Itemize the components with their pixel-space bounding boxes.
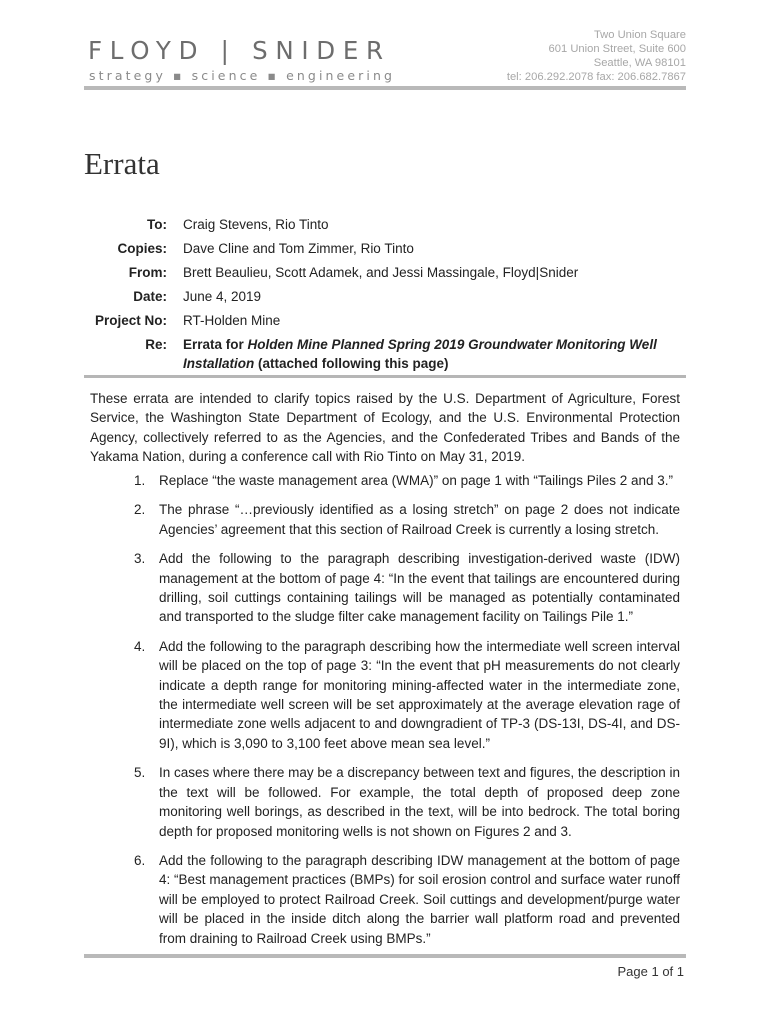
errata-item (90, 549, 680, 627)
memo-value: June 4, 2019 (183, 289, 262, 304)
item-number: 6. (134, 852, 146, 868)
memo-row-re (84, 335, 686, 373)
item-number: 5. (134, 765, 146, 781)
page-number: Page 1 of 1 (617, 964, 684, 979)
item-number: 4. (134, 638, 146, 654)
memo-label: Project No: (94, 313, 167, 328)
memo-value: Craig Stevens, Rio Tinto (183, 217, 329, 232)
memo-row-project (84, 311, 686, 335)
item-number: 3. (134, 551, 146, 567)
footer-divider (84, 954, 686, 958)
memo-divider (84, 375, 686, 378)
memo-row-date (84, 287, 686, 311)
company-address (507, 28, 686, 84)
item-text: The phrase “…previously identified as a losing stretch” on page 2 does not indicate Agencies’ agreement that this section of Railroad Creek is currently a losing stretch. (159, 502, 680, 537)
item-text: In cases where there may be a discrepancy between text and figures, the description in the text will be followed. For example, the total depth of proposed deep zone monitoring well borings, as described in the text, will be into bedrock. The total boring depth for proposed monitoring wells is not shown on Figures 2 and 3. (159, 765, 680, 839)
address-line: Seattle, WA 98101 (593, 57, 686, 69)
memo-row-to (84, 215, 686, 239)
subject-title: Holden Mine Planned Spring 2019 Groundwater Monitoring Well Installation (183, 337, 657, 371)
errata-item (90, 471, 680, 490)
document-title: Errata (84, 146, 160, 181)
company-tagline: strategy ▪ science ▪ engineering (89, 68, 395, 83)
memo-value: Brett Beaulieu, Scott Adamek, and Jessi Massingale, Floyd|Snider (183, 265, 579, 280)
errata-list (90, 471, 680, 958)
item-number: 1. (134, 473, 146, 488)
company-logo-name: FLOYD | SNIDER (88, 36, 391, 65)
memo-value: RT-Holden Mine (183, 313, 281, 328)
memo-label: To: (147, 217, 167, 232)
item-text: Add the following to the paragraph describing how the intermediate well screen interval will be placed on the top of page 3: “In the event that pH measurements do not clearly indicate a depth range for monitoring mining-affected water in the intermediate zone, the intermediate well screen will be set approximately at the average elevation rage of intermediate zone wells adjacent to and downgradient of TP-3 (DS-13I, DS-4I, and DS-9I), which is 3,090 to 3,100 feet above mean sea level.” (159, 638, 680, 751)
memo-label: From: (128, 265, 167, 280)
address-line: Two Union Square (593, 29, 686, 41)
subject-prefix: Errata for (183, 337, 248, 352)
address-line: tel: 206.292.2078 fax: 206.682.7867 (506, 71, 686, 83)
item-text: Replace “the waste management area (WMA)” on page 1 with “Tailings Piles 2 and 3.” (159, 473, 673, 488)
memo-label: Date: (133, 289, 167, 304)
errata-item (90, 851, 680, 948)
memo-value: Dave Cline and Tom Zimmer, Rio Tinto (183, 241, 414, 256)
item-text: Add the following to the paragraph describing IDW management at the bottom of page 4: “Best management practices (BMPs) for soil erosion control and surface water runoff will be employed to protect Railroad Creek. Soil cuttings and development/purge water will be placed in the inside ditch along the barrier wall platform road and prevented from draining to Railroad Creek using BMPs.” (159, 852, 680, 946)
address-line: 601 Union Street, Suite 600 (548, 43, 686, 55)
letterhead (84, 28, 686, 90)
errata-item (90, 637, 680, 753)
subject-suffix: (attached following this page) (254, 356, 449, 371)
errata-item (90, 500, 680, 539)
intro-paragraph: These errata are intended to clarify topics raised by the U.S. Department of Agriculture, Forest Service, the Washington State Department of Ecology, and the U.S. Environmental Protection Agency, collectively referred to as the Agencies, and the Confederated Tribes and Bands of the Yakama Nation, during a conference call with Rio Tinto on May 31, 2019. (90, 391, 680, 465)
memo-subject (183, 335, 683, 373)
memo-header (84, 215, 686, 373)
item-number: 2. (134, 502, 146, 518)
errata-item (90, 763, 680, 841)
memo-label: Re: (145, 337, 167, 352)
header-divider (84, 86, 686, 90)
item-text: Add the following to the paragraph describing investigation-derived waste (IDW) management at the bottom of page 4: “In the event that tailings are encountered during drilling, soil cuttings containing tailings will be managed as potentially contaminated and transported to the sludge filter cake management facility on Tailings Pile 1.” (159, 551, 680, 625)
memo-row-copies (84, 239, 686, 263)
memo-label: Copies: (117, 241, 167, 256)
memo-row-from (84, 263, 686, 287)
